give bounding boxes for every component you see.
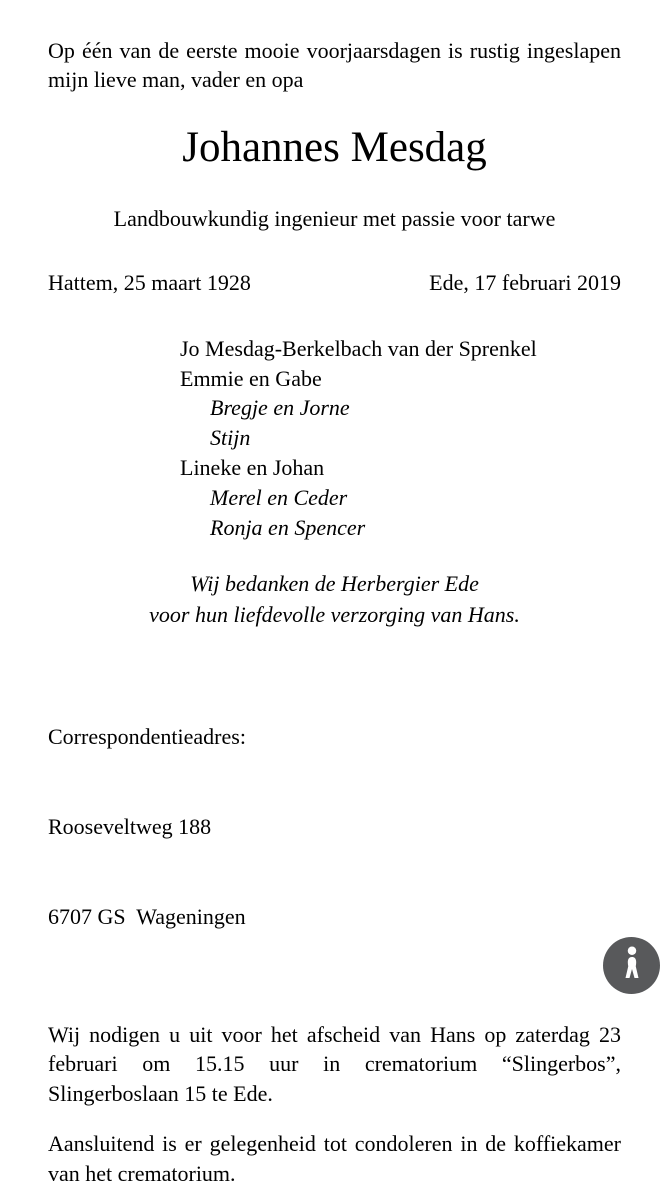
death-place-date: Ede, 17 februari 2019 xyxy=(429,269,621,295)
relative-name: Stijn xyxy=(210,425,251,451)
relative-name: Ronja en Spencer xyxy=(210,515,366,541)
thanks-message xyxy=(48,569,621,631)
correspondence-label: Correspondentieadres: xyxy=(48,724,246,750)
thanks-line: Wij bedanken de Herbergier Ede xyxy=(190,571,479,596)
relative-name: Jo Mesdag-Berkelbach van der Sprenkel xyxy=(180,335,537,361)
publisher-logo xyxy=(603,937,660,994)
dates-row xyxy=(48,270,621,296)
person-icon xyxy=(617,945,647,986)
correspondence-city: 6707 GS Wageningen xyxy=(48,903,246,929)
correspondence-block xyxy=(48,663,621,992)
intro-text: Op één van de eerste mooie voorjaarsdagen is rustig ingeslapen mijn lieve man, vader en opa xyxy=(48,38,621,93)
deceased-name: Johannes Mesdag xyxy=(182,124,487,172)
thanks-line: voor hun liefdevolle verzorging van Hans. xyxy=(149,601,520,627)
relative-name: Merel en Ceder xyxy=(210,485,348,511)
relative-name: Lineke en Johan xyxy=(180,455,325,481)
birth-place-date: Hattem, 25 maart 1928 xyxy=(48,269,251,295)
correspondence-street: Rooseveltweg 188 xyxy=(48,814,212,840)
invitation-text: Wij nodigen u uit voor het afscheid van Hans op zaterdag 23 februari om 15.15 uur in crematorium “Slingerbos”, Slingerboslaan 15 te Ede. xyxy=(48,1021,621,1107)
deceased-subtitle: Landbouwkundig ingenieur met passie voor tarwe xyxy=(113,205,556,231)
closing-text: Aansluitend is er gelegenheid tot condoleren in de koffiekamer van het crematorium. xyxy=(48,1131,621,1187)
relative-name: Emmie en Gabe xyxy=(180,365,322,391)
relatives-list xyxy=(180,334,621,543)
relative-name: Bregje en Jorne xyxy=(210,395,350,421)
